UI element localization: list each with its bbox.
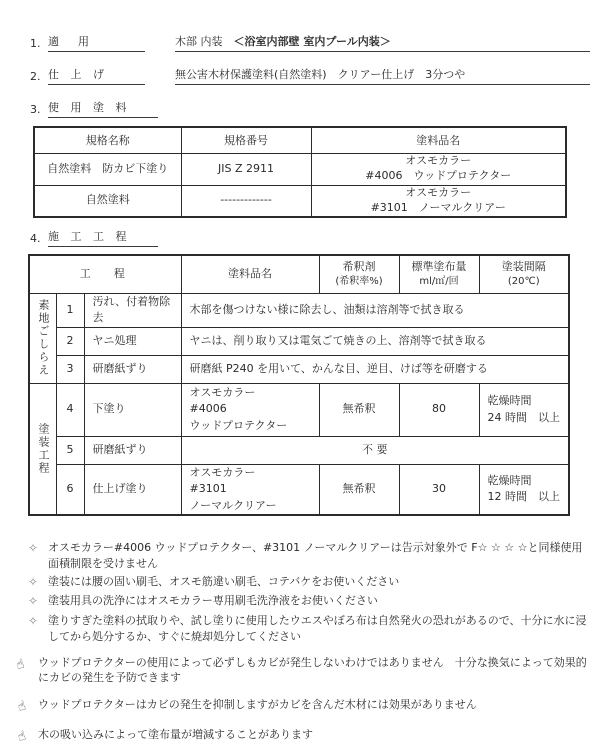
- diamond-bullet-icon: ✧: [27, 594, 39, 609]
- product-line: オスモカラー: [189, 385, 256, 399]
- spec-number-cell: JIS Z 2911: [181, 153, 311, 185]
- col-header-interval: 塗装間隔 (20℃): [479, 255, 569, 293]
- section-application: [30, 33, 590, 52]
- process-table-header-row: [29, 255, 569, 293]
- process-row-1: [29, 293, 569, 327]
- amount-cell: 30: [399, 464, 479, 515]
- process-row-6: [29, 464, 569, 515]
- hand-note-item: [18, 697, 593, 716]
- step-name-cell: 研磨紙ずり: [84, 436, 181, 464]
- step-name-cell: 下塗り: [84, 383, 181, 436]
- diamond-bullet-icon: ✧: [27, 613, 39, 628]
- spec-number-cell: -------------: [181, 185, 311, 217]
- col-header-process: 工 程: [29, 255, 181, 293]
- section-number: 3.: [30, 103, 41, 116]
- hand-note-item: [14, 655, 593, 687]
- col-header-product: 塗料品名: [181, 255, 319, 293]
- process-table: [28, 254, 570, 516]
- note-item: [18, 613, 593, 645]
- process-row-3: [29, 355, 569, 383]
- paint-table-header-row: [34, 127, 566, 153]
- section-process: [30, 228, 590, 247]
- paint-spec-table: [33, 126, 567, 218]
- col-header-amount: 標準塗布量 ml/㎡/回: [399, 255, 479, 293]
- diamond-bullet-icon: ✧: [27, 541, 39, 555]
- step-product-cell: [181, 464, 319, 515]
- step-name-cell: 仕上げ塗り: [84, 464, 181, 515]
- group-label-coating: 塗装工程: [29, 383, 56, 515]
- step-name-cell: 汚れ、付着物除去: [84, 293, 181, 327]
- note-text: オスモカラー#4006 ウッドプロテクター、#3101 ノーマルクリアーは告示対象外で F☆ ☆ ☆ ☆と同様使用面積制限を受けません: [48, 541, 583, 570]
- pointing-hand-icon: ☝: [16, 698, 28, 716]
- note-list: [18, 540, 593, 645]
- step-product-cell: [181, 383, 319, 436]
- col-header-spec-number: 規格番号: [181, 127, 311, 153]
- product-line: オスモカラー: [189, 465, 256, 479]
- product-line: ノーマルクリアー: [189, 498, 277, 512]
- hand-note-text: 木の吸い込みによって塗布量が増減することがあります: [38, 728, 313, 742]
- process-row-5: [29, 436, 569, 464]
- col-header-thinner: 希釈剤 (希釈率%): [319, 255, 399, 293]
- spec-name-cell: 自然塗料: [34, 185, 181, 217]
- interval-cell: 乾燥時間 24 時間 以上: [479, 383, 569, 436]
- note-item: [18, 574, 593, 591]
- step-number-cell: 6: [56, 464, 84, 515]
- section-label-process: 施 工 工 程: [48, 228, 158, 247]
- section-finish: [30, 66, 590, 85]
- step-desc-cell: 木部を傷つけない様に除去し、油類は溶剤等で拭き取る: [181, 293, 569, 327]
- amount-cell: 80: [399, 383, 479, 436]
- section-number: 1.: [30, 37, 41, 50]
- section-paints: [30, 99, 590, 118]
- step-desc-cell: ヤニは、削り取り又は電気ごて焼きの上、溶剤等で拭き取る: [181, 327, 569, 355]
- note-item: [18, 540, 593, 572]
- step-number-cell: 5: [56, 436, 84, 464]
- step-name-cell: 研磨紙ずり: [84, 355, 181, 383]
- note-text: 塗装用具の洗浄にはオスモカラー専用刷毛洗浄液をお使いください: [48, 594, 378, 608]
- product-line: ウッドプロテクター: [189, 418, 288, 432]
- spec-name-cell: 自然塗料 防カビ下塗り: [34, 153, 181, 185]
- product-line: #3101: [189, 482, 227, 495]
- product-line: #3101 ノーマルクリアー: [370, 200, 506, 214]
- application-plain: 木部 内装: [175, 35, 223, 48]
- group-label-surface-prep: 素地ごしらえ: [29, 293, 56, 383]
- step-number-cell: 3: [56, 355, 84, 383]
- note-text: 塗装には腰の固い刷毛、オスモ筋違い刷毛、コテバケをお使いください: [48, 574, 400, 588]
- process-row-2: [29, 327, 569, 355]
- pointing-hand-icon: ☝: [14, 656, 26, 673]
- step-desc-cell: 研磨紙 P240 を用いて、かんな目、逆目、けば等を研磨する: [181, 355, 569, 383]
- process-row-4: [29, 383, 569, 436]
- section-label-paints: 使 用 塗 料: [48, 99, 158, 118]
- product-line: #4006 ウッドプロテクター: [365, 169, 512, 182]
- section-number: 4.: [30, 232, 41, 245]
- product-line: オスモカラー: [405, 154, 472, 168]
- col-header-spec-name: 規格名称: [34, 127, 181, 153]
- thinner-cell: 無希釈: [319, 383, 399, 436]
- application-value: [175, 33, 590, 52]
- product-line: オスモカラー: [405, 185, 472, 199]
- hand-note-list: [14, 655, 593, 747]
- interval-cell: 乾燥時間 12 時間 以上: [479, 464, 569, 515]
- hand-note-text: ウッドプロテクターの使用によって必ずしもカビが発生しないわけではありません 十分な換気によって効果的にカビの発生を予防できます: [38, 655, 587, 685]
- product-name-cell: [311, 185, 566, 217]
- section-label-application: 適 用: [48, 33, 145, 52]
- pointing-hand-icon: ☝: [16, 728, 28, 746]
- application-highlight: ＜浴室内部壁 室内プール内装＞: [233, 35, 391, 48]
- step-number-cell: 1: [56, 293, 84, 327]
- hand-note-text: ウッドプロテクターはカビの発生を抑制しますがカビを含んだ木材には効果がありません: [38, 698, 477, 712]
- section-label-finish: 仕 上 げ: [48, 66, 145, 85]
- note-text: 塗りすぎた塗料の拭取りや、試し塗りに使用したウエスやぼろ布は自然発火の恐れがあるので、十分に水に浸してから処分するか、すぐに焼却処分してください: [48, 613, 587, 643]
- diamond-bullet-icon: ✧: [27, 574, 39, 589]
- paint-table-row: [34, 185, 566, 217]
- note-item: [18, 593, 593, 610]
- product-name-cell: [311, 153, 566, 185]
- section-number: 2.: [30, 70, 41, 83]
- paint-table-row: [34, 153, 566, 185]
- step-number-cell: 2: [56, 327, 84, 355]
- thinner-cell: 無希釈: [319, 464, 399, 515]
- step-name-cell: ヤニ処理: [84, 327, 181, 355]
- col-header-product-name: 塗料品名: [311, 127, 566, 153]
- step-desc-cell: 不 要: [181, 436, 569, 464]
- step-number-cell: 4: [56, 383, 84, 436]
- finish-value: 無公害木材保護塗料(自然塗料) クリアー仕上げ 3分つや: [175, 66, 590, 85]
- hand-note-item: [18, 727, 593, 746]
- product-line: #4006: [189, 402, 227, 416]
